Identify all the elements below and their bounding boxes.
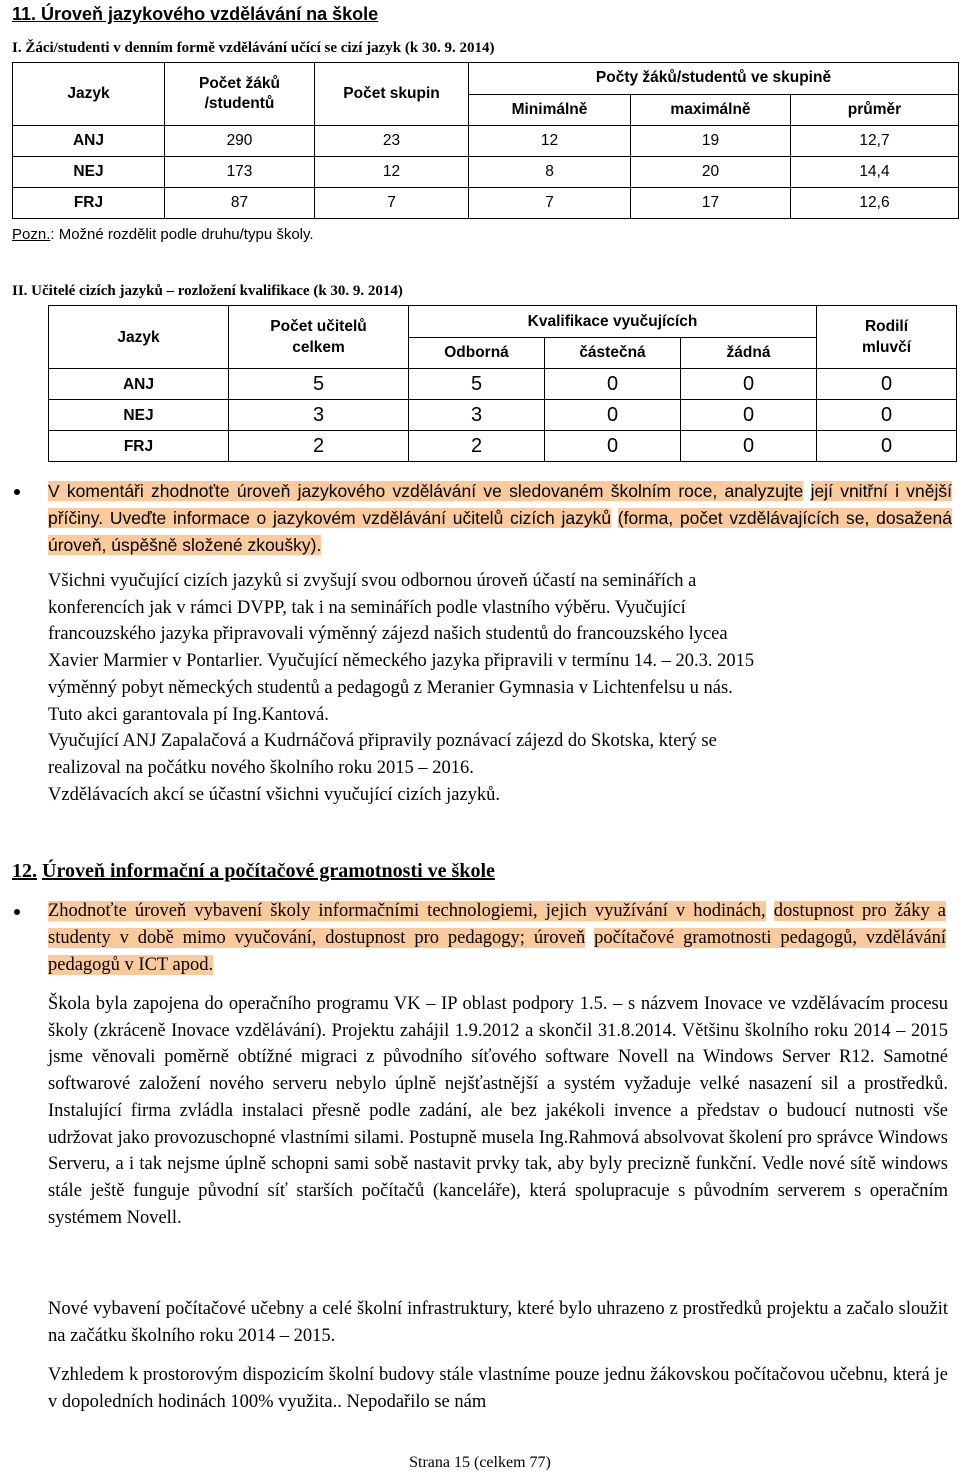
header-teachers-line1: Počet učitelů <box>270 318 367 335</box>
section-11-body <box>48 568 948 808</box>
section-12-heading: Úroveň informační a počítačové gramotnosti ve škole <box>42 860 495 882</box>
body-line: Ing.Rahmová absolvovat školení pro správce Windows Serveru, a i tak nejsme úplně schopni <box>48 1127 948 1175</box>
teachers-qualification-table <box>48 305 957 462</box>
header-language: Jazyk <box>49 306 229 369</box>
body-line: výměnný pobyt německých studentů a pedagogů z Meranier Gymnasia v Lichtenfelsu u nás. <box>48 677 733 698</box>
header-full: Odborná <box>409 337 545 369</box>
table-row <box>13 126 959 157</box>
cell-groups: 23 <box>315 126 469 157</box>
body-line: Nové vybavení počítačové učebny a celé školní infrastruktury, které bylo uhrazeno <box>48 1299 665 1319</box>
cell-max: 19 <box>631 126 791 157</box>
section-12-paragraph-3 <box>48 1362 948 1415</box>
page-footer: Strana 15 (celkem 77) <box>409 1454 551 1471</box>
cell-lang: ANJ <box>49 369 229 400</box>
cell-full: 2 <box>409 431 545 462</box>
cell-avg: 14,4 <box>791 157 959 188</box>
body-line: sami sobě nastavit prvky tak, aby byly precizně funkční. Vedle nové sítě windows stále ještě <box>48 1154 948 1201</box>
task-line: její vnitřní i vnější příčiny. Uveďte informace o jazykovém vzdělávání učitelů cizích jazyků <box>48 481 952 528</box>
body-line: francouzského jazyka připravovali výměnný zájezd našich studentů do francouzského lycea <box>48 624 728 645</box>
task-line: počítačové gramotnosti pedagogů, vzdělávání pedagogů v ICT apod. <box>48 928 946 975</box>
cell-max: 17 <box>631 188 791 219</box>
header-students-line1: Počet žáků <box>199 75 280 92</box>
cell-max: 20 <box>631 157 791 188</box>
section-12-paragraph-2 <box>48 1296 948 1349</box>
table-row <box>49 400 957 431</box>
header-max: maximálně <box>631 94 791 126</box>
body-line: budoucí nutnosti vše udržovat jako provozuschopné vlastními silami. Postupně musela <box>48 1100 948 1148</box>
header-none: žádná <box>681 337 817 369</box>
section-12-title <box>12 860 495 883</box>
header-avg: průměr <box>791 94 959 126</box>
task-line: Zhodnoťte úroveň vybavení školy informačními technologiemi, jejich využívání v hodinách, <box>48 901 766 921</box>
bullet-icon <box>14 489 20 495</box>
cell-min: 12 <box>469 126 631 157</box>
header-native <box>817 306 957 369</box>
header-partial: částečná <box>545 337 681 369</box>
cell-lang: FRJ <box>13 188 165 219</box>
cell-native: 0 <box>817 431 957 462</box>
section-11-task <box>48 478 952 559</box>
note-label: Pozn. <box>12 226 51 243</box>
section-12-number: 12. <box>12 860 37 882</box>
cell-avg: 12,6 <box>791 188 959 219</box>
cell-native: 0 <box>817 400 957 431</box>
cell-total: 2 <box>229 431 409 462</box>
header-teachers <box>229 306 409 369</box>
body-line: funguje původní síť starších počítačů (kanceláře), která spolupracuje s původním serverem <box>133 1180 846 1201</box>
note-text: : Možné rozdělit podle druhu/typu školy. <box>50 226 314 243</box>
body-line: Instalující firma zvládla instalaci přesně podle zadání, ale bez jakékoli invence a představ o <box>48 1100 778 1121</box>
header-teachers-line2: celkem <box>292 339 345 356</box>
cell-none: 0 <box>681 369 817 400</box>
table-row <box>49 431 957 462</box>
part-2-title: II. Učitelé cizích jazyků – rozložení kvalifikace (k 30. 9. 2014) <box>12 283 403 299</box>
cell-native: 0 <box>817 369 957 400</box>
header-students-line2: /studentů <box>204 95 275 112</box>
cell-none: 0 <box>681 400 817 431</box>
header-language: Jazyk <box>13 63 165 126</box>
header-min: Minimálně <box>469 94 631 126</box>
students-language-table <box>12 62 959 219</box>
cell-students: 290 <box>165 126 315 157</box>
cell-partial: 0 <box>545 369 681 400</box>
body-line: nového serveru nebylo úplně nejšťastnější a systém vyžaduje velké nasazení sil a prostředků. <box>209 1074 948 1095</box>
body-line: skončil 31.8.2014. Většinu školního roku 2014 – 2015 jsme věnovali poměrně obtížné migraci z <box>48 1020 948 1068</box>
cell-lang: ANJ <box>13 126 165 157</box>
header-qualification: Kvalifikace vyučujících <box>409 306 817 338</box>
header-students <box>165 63 315 126</box>
body-line: Všichni vyučující cizích jazyků si zvyšují svou odbornou úroveň účastí na seminářích a <box>48 571 697 591</box>
body-line: ve vzdělávacím procesu školy (zkráceně Inovace vzdělávání). Projektu zahájil 1.9.2012 a <box>48 994 948 1041</box>
section-12-task <box>48 898 946 979</box>
cell-partial: 0 <box>545 400 681 431</box>
body-line: s operačním systémem Novell. <box>48 1180 949 1228</box>
body-line: Vzhledem k prostorovým dispozicím školní budovy stále vlastníme pouze jednu žákovskou <box>48 1365 730 1385</box>
body-line: z prostředků projektu a začalo sloužit na začátku školního roku 2014 – 2015. <box>48 1299 949 1346</box>
task-line: (forma, počet vzdělávajících se, dosažená úroveň, úspěšně složené zkoušky). <box>48 508 952 555</box>
table-row <box>13 188 959 219</box>
cell-min: 8 <box>469 157 631 188</box>
cell-lang: NEJ <box>49 400 229 431</box>
table-row <box>49 369 957 400</box>
cell-groups: 12 <box>315 157 469 188</box>
cell-students: 173 <box>165 157 315 188</box>
task-line: V komentáři zhodnoťte úroveň jazykového vzdělávání ve sledovaném školním roce, analyzujte <box>48 481 804 501</box>
body-line: počítačovou učebnu, která je v dopoledních hodinách 100% využita.. Nepodařilo se nám <box>48 1365 948 1412</box>
part-1-title: I. Žáci/studenti v denním formě vzdělávání učící se cizí jazyk (k 30. 9. 2014) <box>12 40 495 56</box>
cell-total: 3 <box>229 400 409 431</box>
cell-groups: 7 <box>315 188 469 219</box>
table-row <box>13 157 959 188</box>
cell-lang: FRJ <box>49 431 229 462</box>
section-11-title: 11. Úroveň jazykového vzdělávání na škole <box>12 4 379 24</box>
body-line: Xavier Marmier v Pontarlier. Vyučující německého jazyka připravili v termínu 14. – 20.3. 2015 <box>48 651 755 672</box>
header-native-line1: Rodilí <box>864 318 909 335</box>
cell-total: 5 <box>229 369 409 400</box>
body-line: realizoval na počátku nového školního roku 2015 – 2016. <box>48 757 474 778</box>
header-native-line2: mluvčí <box>861 339 912 356</box>
body-line: Vyučující ANJ Zapalačová a Kudrnáčová připravily poznávací zájezd do Skotska, který se <box>48 731 717 752</box>
cell-min: 7 <box>469 188 631 219</box>
section-12-paragraph-1 <box>48 991 948 1231</box>
table-note <box>12 226 314 243</box>
cell-partial: 0 <box>545 431 681 462</box>
body-line: původního síťového software Novell na Windows Server R12. Samotné softwarové založení <box>48 1047 948 1095</box>
cell-lang: NEJ <box>13 157 165 188</box>
body-line: Tuto akci garantovala pí Ing.Kantová. <box>48 704 329 725</box>
cell-avg: 12,7 <box>791 126 959 157</box>
cell-students: 87 <box>165 188 315 219</box>
cell-full: 3 <box>409 400 545 431</box>
header-group-sizes: Počty žáků/studentů ve skupině <box>469 63 959 95</box>
body-line: Vzdělávacích akcí se účastní všichni vyučující cizích jazyků. <box>48 784 501 805</box>
cell-none: 0 <box>681 431 817 462</box>
body-line: Škola byla zapojena do operačního programu VK – IP oblast podpory 1.5. – s názvem Inovace <box>48 994 763 1014</box>
body-line: konferencích jak v rámci DVPP, tak i na seminářích podle vlastního výběru. Vyučující <box>48 597 686 618</box>
cell-full: 5 <box>409 369 545 400</box>
header-groups: Počet skupin <box>315 63 469 126</box>
task-line: dostupnost pro žáky a studenty v době mimo vyučování, dostupnost pro pedagogy; úroveň <box>48 901 946 948</box>
bullet-icon <box>14 909 20 915</box>
